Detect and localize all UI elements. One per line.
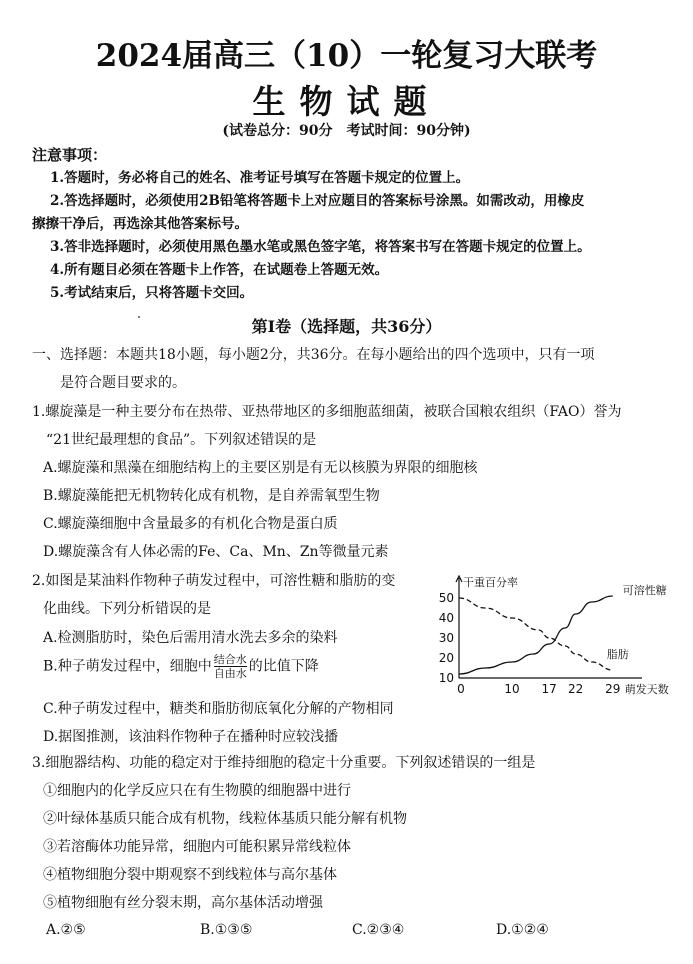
section-instruction: 一、选择题：本题共18小题，每小题2分，共36分。在每小题给出的四个选项中，只有一项 (32, 347, 595, 363)
subject-title: 生物试题 (252, 82, 441, 121)
q2-stem: 2.如图是某油料作物种子萌发过程中，可溶性糖和脂肪的变 (32, 573, 396, 589)
notice-item: 2.答选择题时，必须使用2B铅笔将答题卡上对应题目的答案标号涂黑。如需改动，用橡皮 (50, 193, 585, 209)
x-tick-label: 17 (541, 682, 557, 696)
x-tick-label: 10 (504, 682, 520, 696)
x-axis-label: 萌发天数 (624, 683, 669, 696)
y-axis-label: 干重百分率 (463, 576, 518, 589)
fraction-numerator: 结合水 (213, 653, 247, 666)
exam-title: 2024届高三（10）一轮复习大联考 (95, 38, 598, 74)
series-label: 可溶性糖 (622, 584, 667, 597)
q3-option-b: B.①③⑤ (200, 922, 253, 938)
q1-option-a: A.螺旋藻和黑藻在细胞结构上的主要区别是有无以核膜为界限的细胞核 (43, 460, 478, 476)
notice-item: 5.考试结束后，只将答题卡交回。 (50, 285, 254, 301)
q1-option-c: C.螺旋藻细胞中含量最多的有机化合物是蛋白质 (43, 516, 338, 532)
q3-option-d: D.①②④ (496, 922, 549, 938)
section-heading: 第Ⅰ卷（选择题，共36分） (251, 317, 442, 336)
fat-curve (459, 598, 613, 670)
water-ratio-fraction (214, 653, 247, 680)
fraction-denominator: 自由水 (213, 667, 247, 680)
q2-option-b-pre: B.种子萌发过程中，细胞中 (43, 658, 212, 675)
q3-statement: ③若溶酶体功能异常，细胞内可能积累异常线粒体 (43, 839, 351, 855)
section-instruction: 是符合题目要求的。 (60, 375, 186, 391)
x-tick-label: 0 (457, 682, 465, 696)
q1-stem: 1.螺旋藻是一种主要分布在热带、亚热带地区的多细胞蓝细菌，被联合国粮农组织（FAO）誉为 (32, 404, 622, 420)
q2-option-b-post: 的比值下降 (248, 658, 319, 675)
notice-item: 擦擦干净后，再选涂其他答案标号。 (32, 216, 248, 232)
q2-option-b (43, 653, 319, 680)
q2-stem: 化曲线。下列分析错误的是 (43, 601, 211, 617)
notice-item: 4.所有题目必须在答题卡上作答，在试题卷上答题无效。 (50, 262, 389, 278)
q3-option-a: A.②⑤ (46, 922, 86, 938)
notice-item: 1.答题时，务必将自己的姓名、准考证号填写在答题卡规定的位置上。 (50, 170, 470, 186)
q1-stem: “21世纪最理想的食品”。下列叙述错误的是 (46, 432, 317, 448)
y-tick-label: 10 (438, 671, 454, 685)
y-tick-label: 20 (438, 651, 454, 665)
q1-option-b: B.螺旋藻能把无机物转化成有机物，是自养需氧型生物 (43, 488, 380, 504)
exam-info: (试卷总分：90分 考试时间：90分钟) (222, 123, 471, 139)
y-tick-label: 30 (438, 631, 454, 645)
y-tick-label: 50 (438, 591, 454, 605)
q3-statement: ①细胞内的化学反应只在有生物膜的细胞器中进行 (43, 783, 351, 799)
q3-statement: ②叶绿体基质只能合成有机物，线粒体基质只能分解有机物 (43, 811, 407, 827)
q2-option-a: A.检测脂肪时，染色后需用清水洗去多余的染料 (43, 630, 338, 646)
q3-option-c: C.②③④ (352, 922, 405, 938)
q3-statement: ⑤植物细胞有丝分裂末期，高尔基体活动增强 (43, 895, 323, 911)
series-label: 脂肪 (606, 648, 629, 661)
q1-option-d: D.螺旋藻含有人体必需的Fe、Ca、Mn、Zn等微量元素 (43, 544, 389, 560)
notice-heading: 注意事项： (32, 146, 108, 164)
x-tick-label: 29 (605, 682, 621, 696)
germination-chart (425, 570, 680, 700)
q2-option-d: D.据图推测，该油料作物种子在播种时应较浅播 (43, 729, 339, 745)
y-tick-label: 40 (438, 611, 454, 625)
q2-option-c: C.种子萌发过程中，糖类和脂肪彻底氧化分解的产物相同 (43, 701, 394, 717)
q3-statement: ④植物细胞分裂中期观察不到线粒体与高尔基体 (43, 867, 337, 883)
q3-stem: 3.细胞器结构、功能的稳定对于维持细胞的稳定十分重要。下列叙述错误的一组是 (32, 755, 536, 771)
x-tick-label: 22 (568, 682, 584, 696)
notice-item: 3.答非选择题时，必须使用黑色墨水笔或黑色签字笔，将答案书写在答题卡规定的位置上。 (50, 239, 591, 255)
